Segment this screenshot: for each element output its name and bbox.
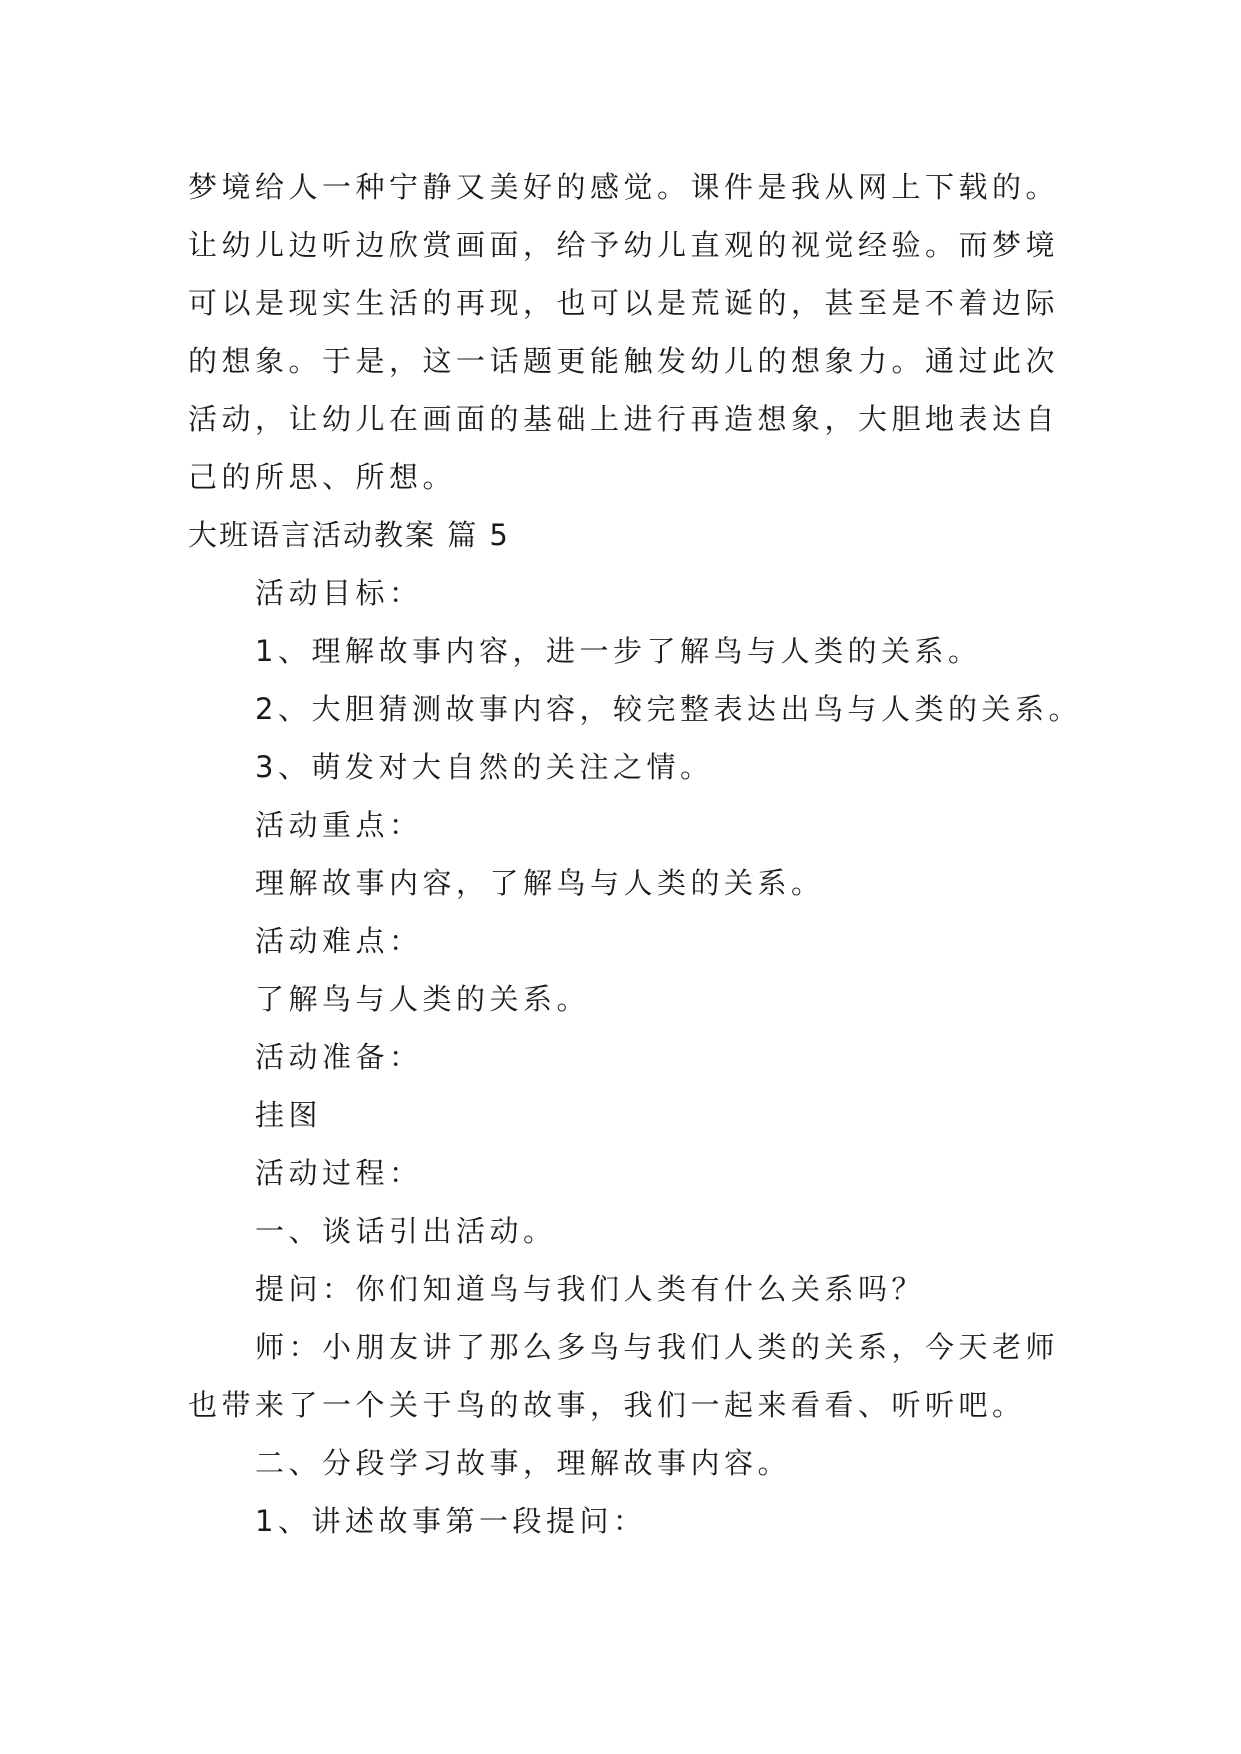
- paragraph-line: 的想象。于是，这一话题更能触发幼儿的想象力。通过此次: [188, 344, 1060, 378]
- list-item: 2、大胆猜测故事内容，较完整表达出鸟与人类的关系。: [255, 692, 1082, 726]
- paragraph-line: 1、讲述故事第一段提问：: [255, 1504, 647, 1538]
- paragraph-line: 可以是现实生活的再现，也可以是荒诞的，甚至是不着边际: [188, 286, 1060, 320]
- paragraph-line: 己的所思、所想。: [188, 460, 457, 494]
- paragraph-line: 了解鸟与人类的关系。: [255, 982, 591, 1016]
- subheading-preparation: 活动准备：: [255, 1040, 423, 1074]
- list-item: 1、理解故事内容，进一步了解鸟与人类的关系。: [255, 634, 982, 668]
- paragraph-line: 一、谈话引出活动。: [255, 1214, 557, 1248]
- subheading-difficulties: 活动难点：: [255, 924, 423, 958]
- subheading-key-points: 活动重点：: [255, 808, 423, 842]
- subheading-process: 活动过程：: [255, 1156, 423, 1190]
- paragraph-line: 二、分段学习故事，理解故事内容。: [255, 1446, 792, 1480]
- paragraph-line: 让幼儿边听边欣赏画面，给予幼儿直观的视觉经验。而梦境: [188, 228, 1060, 262]
- paragraph-line: 提问：你们知道鸟与我们人类有什么关系吗？: [255, 1272, 926, 1306]
- paragraph-line: 师：小朋友讲了那么多鸟与我们人类的关系，今天老师: [255, 1330, 1060, 1364]
- paragraph-line: 挂图: [255, 1098, 323, 1132]
- subheading-objectives: 活动目标：: [255, 576, 423, 610]
- paragraph-line: 活动，让幼儿在画面的基础上进行再造想象，大胆地表达自: [188, 402, 1060, 436]
- paragraph-line: 理解故事内容，了解鸟与人类的关系。: [255, 866, 825, 900]
- section-heading: 大班语言活动教案 篇 5: [188, 518, 510, 552]
- list-item: 3、萌发对大自然的关注之情。: [255, 750, 714, 784]
- paragraph-line: 也带来了一个关于鸟的故事，我们一起来看看、听听吧。: [188, 1388, 1026, 1422]
- paragraph-line: 梦境给人一种宁静又美好的感觉。课件是我从网上下载的。: [188, 170, 1060, 204]
